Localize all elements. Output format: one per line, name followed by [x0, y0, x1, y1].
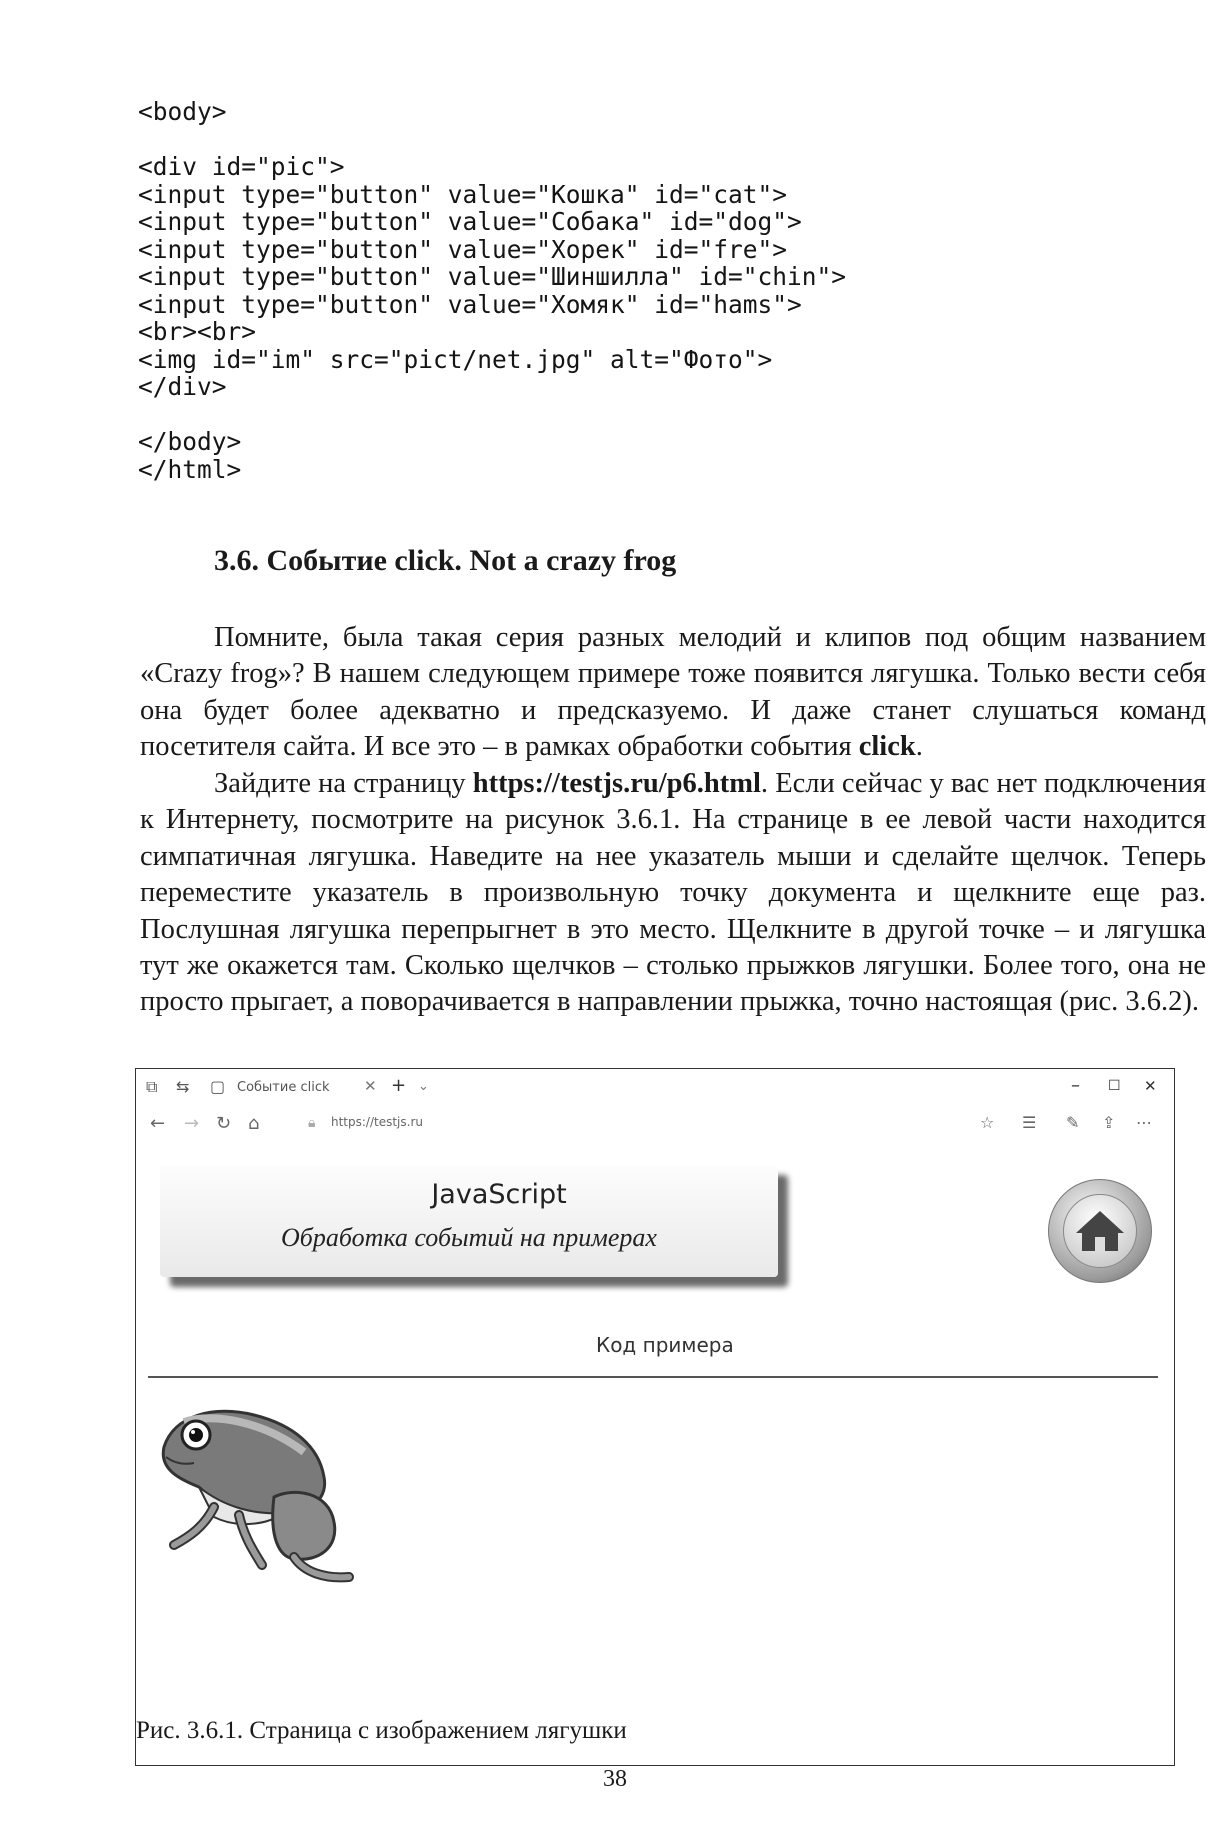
home-button-face [1063, 1194, 1137, 1268]
code-line [138, 126, 846, 154]
banner-title: JavaScript [431, 1179, 567, 1210]
code-line: <br><br> [138, 317, 257, 346]
paragraph-instructions-start: Зайдите на страницу [214, 768, 473, 799]
code-line: <body> [138, 97, 227, 126]
minimize-icon[interactable]: – [1071, 1075, 1080, 1096]
forward-icon[interactable]: → [184, 1113, 200, 1134]
close-window-icon[interactable]: ✕ [1144, 1077, 1157, 1095]
paragraph-instructions-rest: . Если сейчас у вас нет подключения к Интернету, посмотрите на рисунок 3.6.1. На странице в ее левой части находится симпатичная лягушка. Наведите на нее указатель мыши и сделайте щелчок. Теперь переместите указатель в произвольную точку документа и щелкните еще раз. Послушная лягушка перепрыгнет в это место. Щелкните в другой точке – и лягушка тут же окажется там. Сколько щелчков – столько прыжков лягушки. Более того, она не просто прыгает, а поворачивается в направлении прыжка, точно настоящая (рис. 3.6.2). [140, 768, 1207, 1018]
code-line: </body> [138, 427, 242, 456]
paragraph-intro [140, 620, 1206, 766]
code-line: <input type="button" value="Собака" id="dog"> [138, 207, 802, 236]
favorites-list-icon[interactable]: ☰ [1022, 1113, 1037, 1132]
paragraph-instructions [140, 766, 1206, 1021]
code-line: <img id="im" src="pict/net.jpg" alt="Фото"> [138, 344, 773, 374]
frog-image[interactable] [144, 1387, 384, 1587]
share-icon[interactable]: ⇪ [1102, 1113, 1116, 1132]
code-line [138, 401, 846, 429]
code-listing [138, 98, 846, 483]
home-nav-icon[interactable]: ⌂ [248, 1113, 260, 1134]
lock-icon: 🔒︎ [308, 1115, 316, 1131]
section-heading: 3.6. Событие click. Not a crazy frog [214, 544, 677, 577]
new-tab-icon[interactable]: + [391, 1075, 407, 1096]
page-number: 38 [603, 1766, 627, 1792]
address-input[interactable]: https://testjs.ru [331, 1115, 423, 1129]
paragraph-instructions-url: https://testjs.ru/p6.html [472, 768, 761, 799]
chevron-down-icon[interactable]: ⌄ [418, 1079, 429, 1094]
house-icon [1064, 1195, 1136, 1267]
paragraph-intro-end: . [915, 731, 923, 763]
paragraph-intro-text: Помните, была такая серия разных мелодий и клипов под общим названием «Crazy frog»? В нашем следующем примере тоже появится лягушка. Только вести себя она будет более адекватно и предсказуемо. И даже станет слушаться команд посетителя сайта. И все это – в рамках обработки события [140, 622, 1206, 763]
code-line: </html> [138, 454, 242, 484]
code-line: </div> [138, 372, 227, 401]
favorite-icon[interactable]: ☆ [980, 1113, 995, 1132]
code-line: <input type="button" value="Хорек" id="fre"> [138, 234, 788, 264]
code-line: <input type="button" value="Шиншилла" id="chin"> [138, 262, 847, 291]
page-tab-icon: ▢ [210, 1077, 226, 1096]
tab-title[interactable]: Событие click [237, 1080, 330, 1095]
back-icon[interactable]: ← [150, 1113, 166, 1134]
tab-close-icon[interactable]: ✕ [364, 1077, 377, 1095]
maximize-icon[interactable]: ☐ [1108, 1078, 1121, 1094]
more-icon[interactable]: ⋯ [1136, 1113, 1152, 1132]
tab-aside-icon[interactable]: ⇆ [176, 1077, 190, 1096]
figure-screenshot [135, 1068, 1175, 1766]
refresh-icon[interactable]: ↻ [216, 1113, 232, 1134]
divider [148, 1376, 1158, 1378]
code-example-link[interactable]: Код примера [596, 1333, 734, 1357]
home-button[interactable] [1048, 1179, 1152, 1283]
code-line: <div id="pic"> [138, 152, 345, 181]
tab-preview-icon[interactable]: ⧉ [146, 1077, 158, 1096]
banner-subtitle: Обработка событий на примерах [281, 1223, 657, 1252]
code-line: <input type="button" value="Хомяк" id="hams"> [138, 289, 802, 319]
browser-address-bar [136, 1105, 1174, 1141]
code-line: <input type="button" value="Кошка" id="cat"> [138, 179, 788, 209]
figure-caption: Рис. 3.6.1. Страница с изображением лягушки [136, 1717, 627, 1744]
paragraph-intro-bold: click [858, 731, 916, 763]
pen-icon[interactable]: ✎ [1066, 1113, 1080, 1132]
browser-tab-bar [136, 1069, 1174, 1105]
site-banner [160, 1165, 778, 1277]
